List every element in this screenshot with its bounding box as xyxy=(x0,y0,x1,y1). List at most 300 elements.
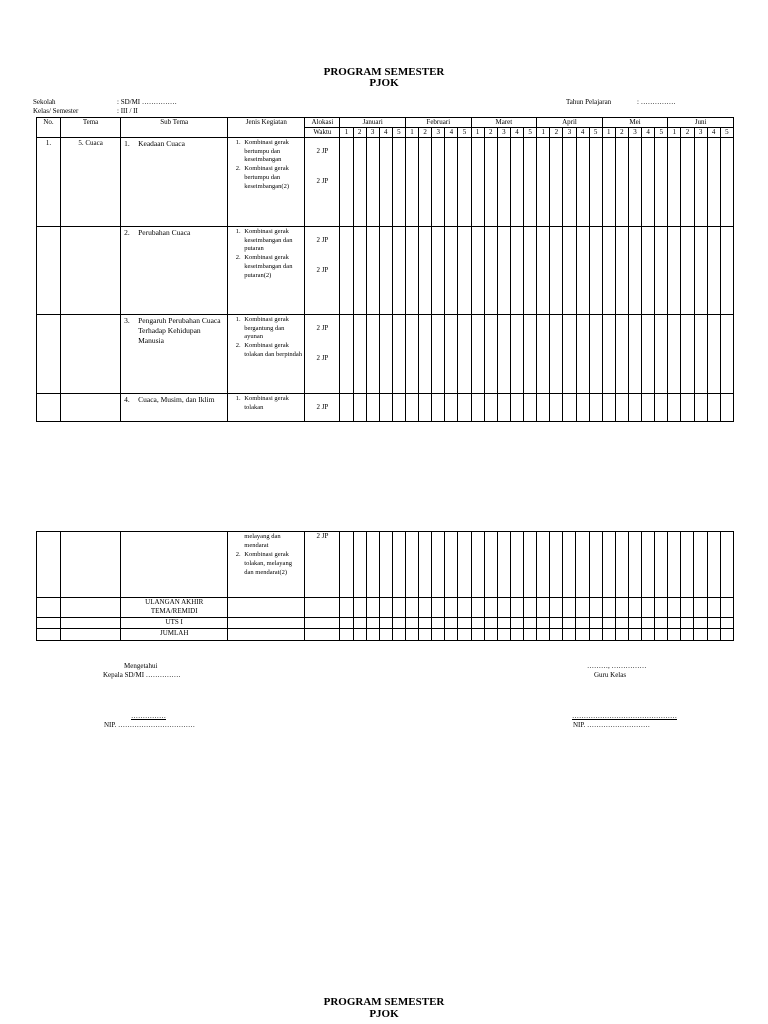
row-3-week-cell xyxy=(720,315,733,394)
row-4-week-cell xyxy=(694,394,707,422)
summary-row-2-week-cell xyxy=(589,618,602,629)
week-header xyxy=(589,128,602,138)
summary-row-3-week-cell xyxy=(471,629,484,641)
summary-row-3-week-cell xyxy=(694,629,707,641)
summary-row-3-week-cell xyxy=(550,629,563,641)
row-1-week-cell xyxy=(471,138,484,227)
week-header xyxy=(406,128,419,138)
summary-row-3-week-cell xyxy=(510,629,523,641)
week-number: 4 xyxy=(384,128,388,136)
row-1-week-cell xyxy=(628,138,641,227)
week-header xyxy=(510,128,523,138)
cont-row-week-cell xyxy=(641,532,654,598)
cell-subtema xyxy=(121,315,228,394)
cont-row-week-cell xyxy=(366,532,379,598)
row-3-week-cell xyxy=(681,315,694,394)
cont-row-week-cell xyxy=(628,532,641,598)
row-3-week-cell xyxy=(419,315,432,394)
col-header-no-text: No. xyxy=(43,118,54,126)
kegiatan-item: 1. Kombinasi gerak bergantung dan ayunan xyxy=(242,316,302,342)
summary-row-2-week-cell xyxy=(628,618,641,629)
kelas-label: Kelas/ Semester xyxy=(33,107,79,115)
summary-row-2-week-cell xyxy=(550,618,563,629)
cont-row-week-cell xyxy=(720,532,733,598)
row-2-week-cell xyxy=(471,227,484,315)
summary-row-1-week-cell xyxy=(707,598,720,618)
week-number: 1 xyxy=(607,128,611,136)
row-3-week-cell xyxy=(668,315,681,394)
summary-label: JUMLAH xyxy=(160,629,189,637)
week-number: 4 xyxy=(515,128,519,136)
row-3-week-cell xyxy=(707,315,720,394)
col-header-subtema-text: Sub Tema xyxy=(160,118,189,126)
row-2-week-cell xyxy=(497,227,510,315)
summary-row-3-week-cell xyxy=(537,629,550,641)
month-label: Juni xyxy=(694,118,707,126)
cont-row-week-cell xyxy=(510,532,523,598)
row-2-week-cell xyxy=(510,227,523,315)
week-header xyxy=(576,128,589,138)
week-number: 4 xyxy=(711,128,716,136)
summary-row-2-week-cell xyxy=(681,618,694,629)
row-4-week-cell xyxy=(366,394,379,422)
row-4-week-cell xyxy=(550,394,563,422)
date-place: ………, …………… xyxy=(587,662,647,670)
cont-row-week-cell xyxy=(563,532,576,598)
sekolah-value: : SD/MI …………… xyxy=(117,98,177,106)
tahun-label: Tahun Pelajaran xyxy=(566,98,612,106)
kegiatan-item: 2. Kombinasi gerak tolakan, melayang dan mendarat(2) xyxy=(242,551,302,577)
row-4-week-cell xyxy=(563,394,576,422)
summary-row-3-week-cell xyxy=(497,629,510,641)
week-number: 2 xyxy=(357,128,362,136)
week-number: 1 xyxy=(541,128,545,136)
row-1-week-cell xyxy=(707,138,720,227)
summary-row-1-week-cell xyxy=(602,598,615,618)
week-number: 5 xyxy=(397,128,401,136)
row-1-week-cell xyxy=(419,138,432,227)
kegiatan-list xyxy=(228,227,304,280)
row-1-week-cell xyxy=(720,138,733,227)
table-row xyxy=(37,394,734,422)
row-4-week-cell xyxy=(406,394,419,422)
summary-row-1-week-cell xyxy=(550,598,563,618)
table-row xyxy=(37,532,734,598)
summary-row-2-week-cell xyxy=(392,618,405,629)
summary-row-3-week-cell xyxy=(655,629,668,641)
summary-row xyxy=(37,598,734,618)
row-1-week-cell xyxy=(615,138,628,227)
alokasi-value: 2 JP xyxy=(316,324,329,332)
summary-row-1-week-cell xyxy=(366,598,379,618)
summary-row-1-week-cell xyxy=(537,598,550,618)
row-1-week-cell xyxy=(681,138,694,227)
week-number: 5 xyxy=(593,128,598,136)
summary-row-2-week-cell xyxy=(563,618,576,629)
col-header-waktu-text: Waktu xyxy=(313,128,332,136)
row-1-week-cell xyxy=(563,138,576,227)
alokasi-value: 2 JP xyxy=(316,177,329,185)
summary-row-3-week-cell xyxy=(392,629,405,641)
week-number: 4 xyxy=(580,128,585,136)
row-3-week-cell xyxy=(458,315,471,394)
row-3-week-cell xyxy=(366,315,379,394)
tahun-value: : …………… xyxy=(637,98,676,106)
row-2-week-cell xyxy=(602,227,615,315)
cell-alokasi xyxy=(305,394,340,422)
cont-row-week-cell xyxy=(615,532,628,598)
row-2-week-cell xyxy=(668,227,681,315)
row-2-week-cell xyxy=(615,227,628,315)
guru-name-line: ……………………………………… xyxy=(572,712,677,720)
row-2-week-cell xyxy=(537,227,550,315)
summary-row-2-week-cell xyxy=(602,618,615,629)
summary-row-2-week-cell xyxy=(366,618,379,629)
subtema-number: 2. xyxy=(124,228,130,237)
row-3-week-cell xyxy=(484,315,497,394)
week-number: 2 xyxy=(620,128,624,136)
week-header xyxy=(550,128,563,138)
row-1-week-cell xyxy=(392,138,405,227)
week-number: 2 xyxy=(488,128,493,136)
week-header xyxy=(392,128,405,138)
week-number: 1 xyxy=(672,128,677,136)
week-number: 5 xyxy=(528,128,532,136)
summary-row-1-week-cell xyxy=(510,598,523,618)
cell-alokasi xyxy=(305,598,340,618)
row-3-week-cell xyxy=(602,315,615,394)
summary-label-cell xyxy=(121,598,228,618)
summary-row-2-week-cell xyxy=(379,618,392,629)
kegiatan-item: 1. Kombinasi gerak bertumpu dan keseimbangan xyxy=(242,139,302,165)
cont-row-week-cell xyxy=(471,532,484,598)
cont-row-week-cell xyxy=(524,532,537,598)
summary-row-1-week-cell xyxy=(668,598,681,618)
row-2-week-cell xyxy=(392,227,405,315)
cont-row-week-cell xyxy=(602,532,615,598)
cell-no xyxy=(37,394,61,422)
subtema-text: Perubahan Cuaca xyxy=(138,228,191,237)
summary-row-1-week-cell xyxy=(655,598,668,618)
cont-row-week-cell xyxy=(458,532,471,598)
row-4-week-cell xyxy=(589,394,602,422)
kelas-value: : III / II xyxy=(117,107,138,115)
cont-row-week-cell xyxy=(392,532,405,598)
summary-row-2-week-cell xyxy=(524,618,537,629)
summary-row-3-week-cell xyxy=(353,629,366,641)
row-3-week-cell xyxy=(589,315,602,394)
cell-subtema xyxy=(121,394,228,422)
subtema-number: 1. xyxy=(124,139,130,148)
cell-subtema xyxy=(121,227,228,315)
row-3-week-cell xyxy=(510,315,523,394)
cont-row-week-cell xyxy=(550,532,563,598)
summary-row-1-week-cell xyxy=(720,598,733,618)
row-1-week-cell xyxy=(340,138,353,227)
col-header-no xyxy=(37,118,61,138)
row-3-week-cell xyxy=(445,315,458,394)
summary-row-3-week-cell xyxy=(379,629,392,641)
cell-subtema xyxy=(121,138,228,227)
cont-row-week-cell xyxy=(589,532,602,598)
next-page-title: PROGRAM SEMESTER xyxy=(323,996,445,1008)
summary-row-3-week-cell xyxy=(366,629,379,641)
row-2-week-cell xyxy=(406,227,419,315)
summary-row-2-week-cell xyxy=(615,618,628,629)
row-number: 1. xyxy=(45,139,52,147)
cell-kegiatan xyxy=(228,138,305,227)
kegiatan-item: 2. Kombinasi gerak keseimbangan dan putaran(2) xyxy=(242,254,302,280)
summary-row-3-week-cell xyxy=(563,629,576,641)
month-header-januari xyxy=(340,118,406,128)
row-1-week-cell xyxy=(537,138,550,227)
cell-tema xyxy=(61,315,121,394)
kepala-label: Kepala SD/MI …………… xyxy=(103,671,181,679)
summary-label: ULANGAN AKHIR TEMA/REMIDI xyxy=(145,598,204,615)
cont-row-week-cell xyxy=(707,532,720,598)
summary-row-3-week-cell xyxy=(419,629,432,641)
row-3-week-cell xyxy=(392,315,405,394)
tema-text xyxy=(61,227,120,229)
month-label: Maret xyxy=(495,118,513,126)
row-1-week-cell xyxy=(550,138,563,227)
week-header xyxy=(602,128,615,138)
summary-label: UTS I xyxy=(165,618,183,626)
summary-row-2-week-cell xyxy=(510,618,523,629)
row-4-week-cell xyxy=(655,394,668,422)
col-header-tema-text: Tema xyxy=(82,118,99,126)
summary-row-1-week-cell xyxy=(458,598,471,618)
row-4-week-cell xyxy=(524,394,537,422)
kegiatan-item: 2. Kombinasi gerak bertumpu dan keseimbangan(2) xyxy=(242,165,302,191)
summary-row xyxy=(37,618,734,629)
row-2-week-cell xyxy=(484,227,497,315)
row-2-week-cell xyxy=(681,227,694,315)
row-3-week-cell xyxy=(471,315,484,394)
row-4-week-cell xyxy=(419,394,432,422)
summary-row-3-week-cell xyxy=(615,629,628,641)
row-number xyxy=(37,394,60,396)
summary-row-1-week-cell xyxy=(641,598,654,618)
kepala-nip: NIP. …………………………… xyxy=(104,721,196,729)
table-row xyxy=(37,138,734,227)
week-number: 3 xyxy=(698,128,703,136)
summary-row-2-week-cell xyxy=(668,618,681,629)
row-3-week-cell xyxy=(655,315,668,394)
cont-row-week-cell xyxy=(668,532,681,598)
week-number: 3 xyxy=(633,128,637,136)
col-header-tema xyxy=(61,118,121,138)
row-4-week-cell xyxy=(668,394,681,422)
week-number: 4 xyxy=(646,128,650,136)
summary-row-2-week-cell xyxy=(419,618,432,629)
summary-row-3-week-cell xyxy=(445,629,458,641)
program-table xyxy=(36,117,734,422)
cell-kegiatan xyxy=(228,629,305,641)
cell-alokasi xyxy=(305,618,340,629)
cell-tema xyxy=(61,227,121,315)
page-title: PROGRAM SEMESTER xyxy=(323,66,445,78)
row-3-week-cell xyxy=(537,315,550,394)
cont-row-week-cell xyxy=(340,532,353,598)
week-number: 4 xyxy=(449,128,454,136)
summary-row-3-week-cell xyxy=(681,629,694,641)
row-1-week-cell xyxy=(497,138,510,227)
cell-no xyxy=(37,532,61,598)
row-1-week-cell xyxy=(655,138,668,227)
summary-row-1-week-cell xyxy=(576,598,589,618)
week-header xyxy=(524,128,537,138)
tema-text xyxy=(61,394,120,396)
summary-row-2-week-cell xyxy=(340,618,353,629)
row-2-week-cell xyxy=(707,227,720,315)
program-table-continued xyxy=(36,531,734,641)
row-4-week-cell xyxy=(707,394,720,422)
month-header-februari xyxy=(406,118,472,128)
week-header xyxy=(537,128,550,138)
cell-alokasi xyxy=(305,315,340,394)
row-1-week-cell xyxy=(602,138,615,227)
row-1-week-cell xyxy=(432,138,445,227)
month-header-maret xyxy=(471,118,537,128)
sekolah-label: Sekolah xyxy=(33,98,56,106)
cell-kegiatan xyxy=(228,394,305,422)
summary-row-2-week-cell xyxy=(497,618,510,629)
kegiatan-list xyxy=(228,550,304,577)
kegiatan-continued: melayang dan mendarat xyxy=(244,533,281,549)
month-label: Januari xyxy=(362,118,383,126)
cont-row-week-cell xyxy=(445,532,458,598)
cont-row-week-cell xyxy=(432,532,445,598)
cont-row-week-cell xyxy=(497,532,510,598)
summary-row-2-week-cell xyxy=(432,618,445,629)
col-header-alokasi-text: Alokasi xyxy=(311,118,334,126)
row-4-week-cell xyxy=(445,394,458,422)
row-4-week-cell xyxy=(576,394,589,422)
week-header xyxy=(353,128,366,138)
row-2-week-cell xyxy=(550,227,563,315)
cell-tema xyxy=(61,598,121,618)
row-1-week-cell xyxy=(484,138,497,227)
cell-tema xyxy=(61,629,121,641)
row-4-week-cell xyxy=(510,394,523,422)
row-3-week-cell xyxy=(615,315,628,394)
table-row xyxy=(37,227,734,315)
kepala-name-line: …………… xyxy=(131,712,166,720)
row-4-week-cell xyxy=(340,394,353,422)
kegiatan-list xyxy=(228,138,304,191)
summary-row-1-week-cell xyxy=(353,598,366,618)
cell-kegiatan xyxy=(228,598,305,618)
week-header xyxy=(458,128,471,138)
summary-row-1-week-cell xyxy=(524,598,537,618)
cell-no xyxy=(37,618,61,629)
row-2-week-cell xyxy=(366,227,379,315)
week-header xyxy=(668,128,681,138)
row-4-week-cell xyxy=(681,394,694,422)
row-2-week-cell xyxy=(589,227,602,315)
month-label: Februari xyxy=(426,118,451,126)
cell-tema xyxy=(61,138,121,227)
row-2-week-cell xyxy=(576,227,589,315)
summary-row-3-week-cell xyxy=(589,629,602,641)
row-4-week-cell xyxy=(379,394,392,422)
summary-row-1-week-cell xyxy=(392,598,405,618)
cont-row-week-cell xyxy=(484,532,497,598)
row-4-week-cell xyxy=(484,394,497,422)
week-header xyxy=(628,128,641,138)
summary-row-3-week-cell xyxy=(628,629,641,641)
summary-row-3-week-cell xyxy=(484,629,497,641)
row-3-week-cell xyxy=(497,315,510,394)
week-header xyxy=(340,128,353,138)
row-3-week-cell xyxy=(432,315,445,394)
row-3-week-cell xyxy=(353,315,366,394)
cell-tema xyxy=(61,618,121,629)
kegiatan-list xyxy=(228,394,304,412)
col-header-subtema xyxy=(121,118,228,138)
cell-alokasi xyxy=(305,532,340,598)
col-header-kegiatan-text: Jenis Kegiatan xyxy=(245,118,287,126)
row-1-week-cell xyxy=(694,138,707,227)
summary-row-2-week-cell xyxy=(641,618,654,629)
row-1-week-cell xyxy=(524,138,537,227)
row-3-week-cell xyxy=(524,315,537,394)
summary-row-1-week-cell xyxy=(406,598,419,618)
page-subtitle: PJOK xyxy=(369,77,399,89)
week-header xyxy=(642,128,655,138)
week-header xyxy=(497,128,510,138)
summary-row-2-week-cell xyxy=(484,618,497,629)
cell-no xyxy=(37,598,61,618)
row-4-week-cell xyxy=(432,394,445,422)
cell-tema xyxy=(61,394,121,422)
subtema-text: Keadaan Cuaca xyxy=(138,139,185,148)
week-number: 1 xyxy=(475,128,480,136)
summary-label-cell xyxy=(121,618,228,629)
row-2-week-cell xyxy=(642,227,655,315)
summary-row-1-week-cell xyxy=(497,598,510,618)
summary-row-1-week-cell xyxy=(445,598,458,618)
summary-row-2-week-cell xyxy=(655,618,668,629)
row-2-week-cell xyxy=(628,227,641,315)
summary-label-cell xyxy=(121,629,228,641)
subtema-number: 3. xyxy=(124,316,130,325)
summary-row-1-week-cell xyxy=(694,598,707,618)
week-header xyxy=(655,128,668,138)
week-number: 3 xyxy=(567,128,572,136)
week-number: 5 xyxy=(725,128,729,136)
cont-row-week-cell xyxy=(353,532,366,598)
summary-row-1-week-cell xyxy=(432,598,445,618)
row-number xyxy=(37,227,60,229)
row-2-week-cell xyxy=(432,227,445,315)
cont-row-week-cell xyxy=(576,532,589,598)
row-2-week-cell xyxy=(563,227,576,315)
week-header xyxy=(432,128,445,138)
summary-row-3-week-cell xyxy=(720,629,733,641)
summary-row-3-week-cell xyxy=(458,629,471,641)
month-header-juni xyxy=(668,118,734,128)
alokasi-value: 2 JP xyxy=(316,266,329,274)
row-1-week-cell xyxy=(366,138,379,227)
row-3-week-cell xyxy=(628,315,641,394)
row-1-week-cell xyxy=(379,138,392,227)
week-header xyxy=(366,128,379,138)
subtema-text: Pengaruh Perubahan Cuaca Terhadap Kehidupan Manusia xyxy=(138,316,221,345)
summary-row-2-week-cell xyxy=(576,618,589,629)
row-1-week-cell xyxy=(576,138,589,227)
